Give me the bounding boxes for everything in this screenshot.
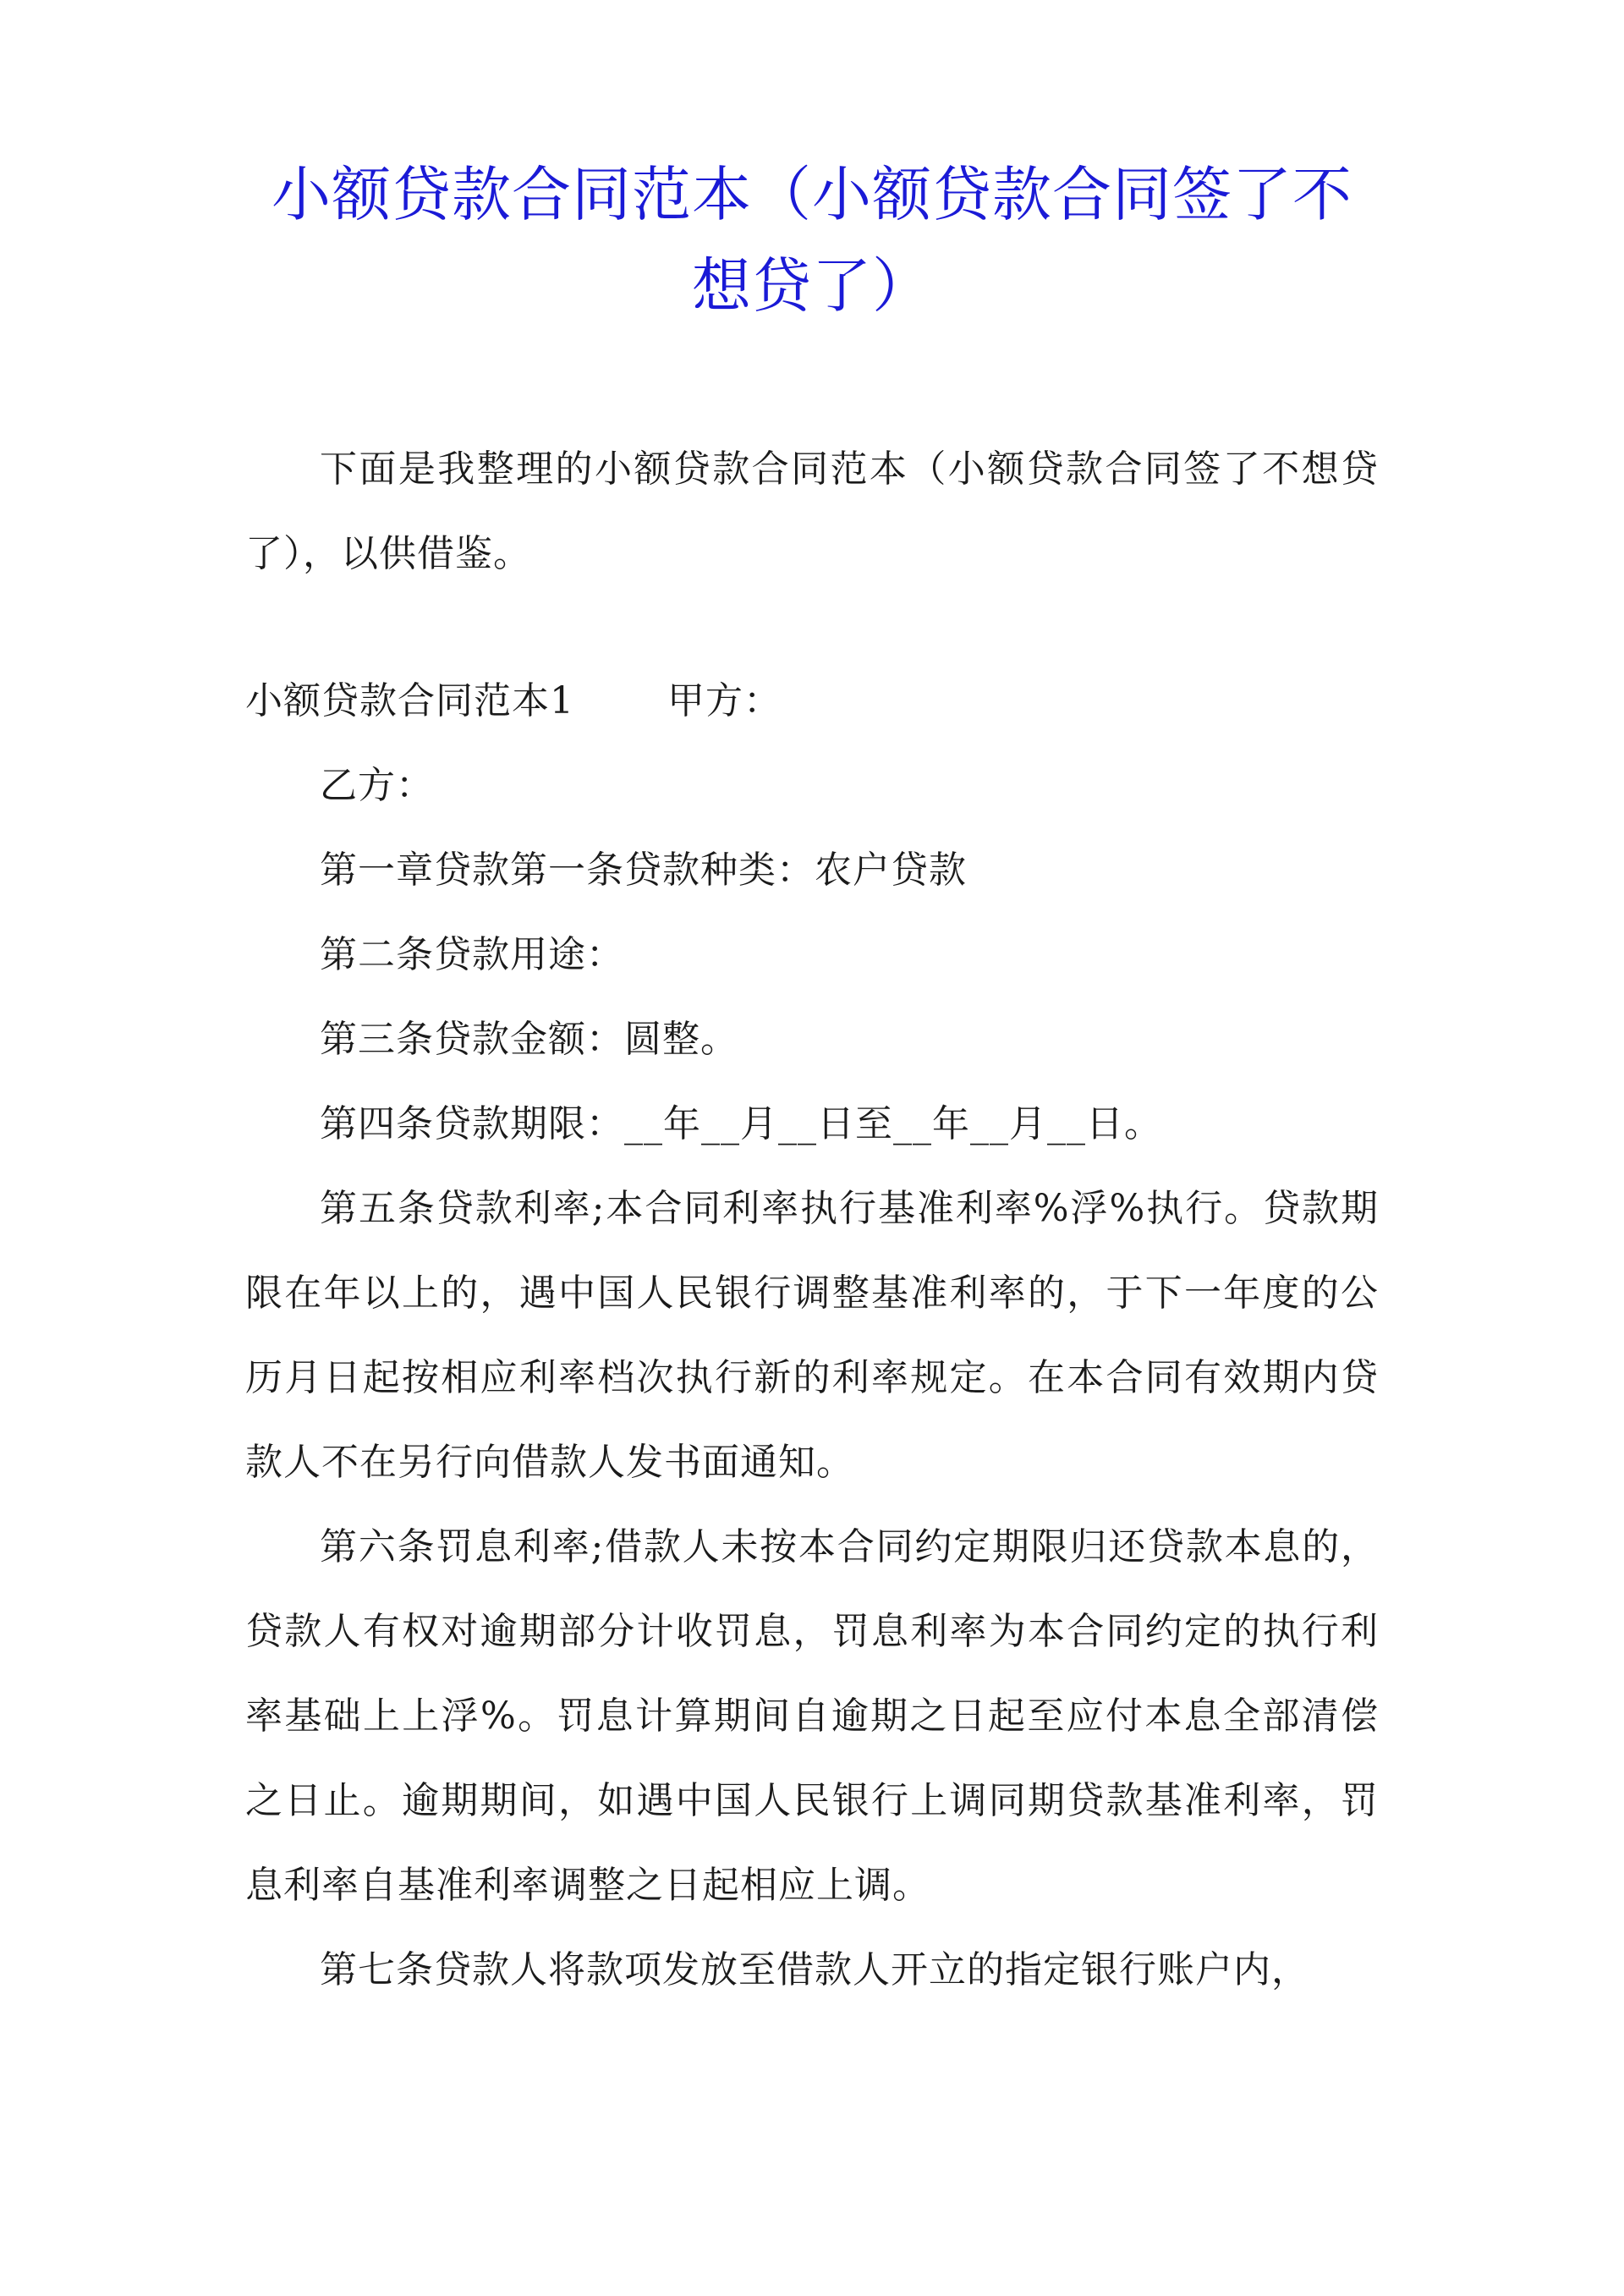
- clause-7: 第七条贷款人将款项发放至借款人开立的指定银行账户内，: [320, 1948, 1309, 1991]
- document-title: 小额贷款合同范本（小额贷款合同签了不想贷了）: [272, 160, 1352, 321]
- sample-heading-line: [245, 659, 1379, 744]
- sample-heading: 小额贷款合同范本1: [245, 679, 574, 722]
- clause-3: 第三条贷款金额：圆整。: [320, 1018, 738, 1061]
- party-a-label: 甲方：: [667, 679, 782, 722]
- clause-2: 第二条贷款用途：: [320, 933, 624, 976]
- party-b-label: 乙方：: [320, 764, 434, 807]
- clause-1: 第一章贷款第一条贷款种类：农户贷款: [320, 849, 967, 892]
- clause-4: 第四条贷款期限：__年__月__日至__年__月__日。: [320, 1102, 1162, 1145]
- clause-5: 第五条贷款利率;本合同利率执行基准利率%浮%执行。贷款期限在年以上的，遇中国人民银行调整基准利率的，于下一年度的公历月日起按相应利率档次执行新的利率规定。在本合同有效期内贷款人不在另行向借款人发书面通知。: [245, 1187, 1379, 1484]
- clause-6: 第六条罚息利率;借款人未按本合同约定期限归还贷款本息的，贷款人有权对逾期部分计收罚息，罚息利率为本合同约定的执行利率基础上上浮%。罚息计算期间自逾期之日起至应付本息全部清偿之日止。逾期期间，如遇中国人民银行上调同期贷款基准利率，罚息利率自基准利率调整之日起相应上调。: [245, 1525, 1379, 1907]
- document-body: [245, 427, 1379, 2013]
- intro-paragraph: 下面是我整理的小额贷款合同范本（小额贷款合同签了不想贷了），以供借鉴。: [245, 448, 1379, 575]
